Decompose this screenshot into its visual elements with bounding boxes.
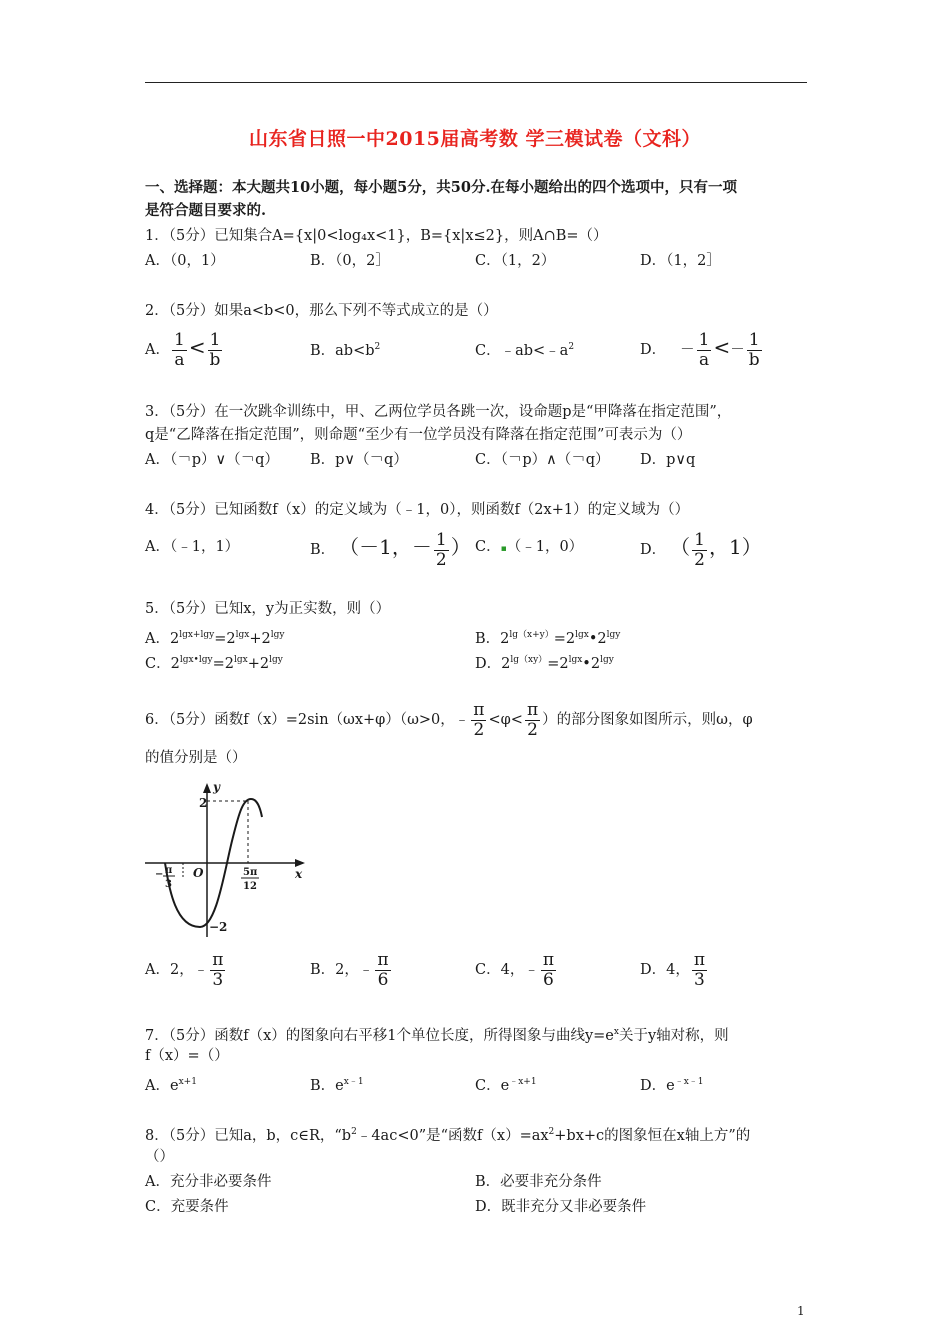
q2-option-a: A． $\frac{1}{a}$ < $\frac{1}{b}$: [145, 329, 221, 370]
fraction-1-over-a: $\frac{1}{a}$: [698, 329, 710, 370]
q3-stem-line2: q是“乙降落在指定范围”，则命题“至少有一位学员没有降落在指定范围”可表示为（）: [145, 427, 692, 443]
q6-option-d: D．4， $\frac{\pi}{3}$: [640, 949, 706, 990]
section-heading-line1: 一、选择题：本大题共10小题，每小题5分，共50分.在每小题给出的四个选项中，只有一项: [145, 179, 737, 196]
q6-option-b: B．2，﹣ $\frac{\pi}{6}$: [310, 949, 389, 990]
q2-option-d: D． － $\frac{1}{a}$ <－ $\frac{1}{b}$: [640, 329, 760, 370]
xneg-denominator: 3: [165, 879, 172, 890]
q2-option-b: B．$ab<b^2$: [310, 342, 381, 359]
q5-option-a: A．$2^{lgx+lgy}=2^{lgx}+2^{lgy}$: [145, 630, 285, 647]
q7-option-c: C．$e^{﹣x+1}$: [475, 1077, 537, 1094]
x-axis-label: x: [295, 867, 303, 881]
q7-stem-line2: f（x）=（）: [145, 1048, 229, 1064]
q6-stem-line2: 的值分别是（）: [145, 750, 247, 766]
fraction-pi-over-3: $\frac{\pi}{3}$: [212, 949, 224, 990]
top-rule: [145, 82, 807, 83]
q3-option-b: B．p∨（￢q）: [310, 452, 408, 468]
q5-stem: 5．（5分）已知x，y为正实数，则（）: [145, 601, 391, 617]
q4-option-a: A．（﹣1，1）: [145, 539, 240, 555]
q1-option-b: B．（0，2］: [310, 253, 390, 269]
section-heading-line2: 是符合题目要求的.: [145, 202, 267, 219]
q8-option-d: D．既非充分又非必要条件: [475, 1199, 647, 1215]
q1-option-d: D．（1，2］: [640, 253, 721, 269]
q4-option-d: D． （ $\frac{1}{2}$ ，1）: [640, 529, 762, 570]
q3-option-c: C．（￢p）∧（￢q）: [475, 452, 610, 468]
page-number: 1: [797, 1304, 805, 1318]
fraction-1-over-2: $\frac{1}{2}$: [435, 529, 447, 570]
q8-option-c: C．充要条件: [145, 1199, 229, 1215]
q7-stem-line1: 7．（5分）函数f（x）的图象向右平移1个单位长度，所得图象与曲线$y=e^x$关于y轴对称，则: [145, 1027, 729, 1044]
fraction-1-over-b: $\frac{1}{b}$: [209, 329, 221, 370]
q7-option-d: D．$e^{﹣x﹣1}$: [640, 1077, 704, 1094]
q5-option-b: B．$2^{lg(x+y)}=2^{lgx}•2^{lgy}$: [475, 630, 621, 647]
q8-stem-line2: （）: [145, 1149, 174, 1165]
fraction-1-over-2: $\frac{1}{2}$: [694, 529, 705, 570]
q6-stem-line1: 6．（5分）函数f（x）=2sin（ωx+φ）（ω>0，﹣ $\frac{\pi}{2}$ <φ< $\frac{\pi}{2}$ ）的部分图象如图所示，则ω，φ: [145, 699, 753, 740]
fraction-1-over-b: $\frac{1}{b}$: [748, 329, 760, 370]
origin-label: O: [193, 866, 204, 880]
fraction-1-over-a: $\frac{1}{a}$: [173, 329, 185, 370]
q8-stem-line1: 8．（5分）已知a，b，c∈R，“$b^2﹣4ac<0$”是“函数$f(x)=ax^2+bx+c$的图象恒在x轴上方”的: [145, 1127, 751, 1144]
xneg-sign: −: [155, 869, 164, 880]
fraction-pi-over-2: $\frac{\pi}{2}$: [473, 699, 485, 740]
y-axis-arrow: [203, 783, 211, 793]
fraction-pi-over-2: $\frac{\pi}{2}$: [526, 699, 539, 740]
ymin-label: −2: [209, 920, 228, 934]
q5-option-d: D．$2^{lg(xy)}=2^{lgx}•2^{lgy}$: [475, 655, 614, 672]
q6-option-c: C．4，﹣ $\frac{\pi}{6}$: [475, 949, 555, 990]
q6-option-a: A．2，﹣ $\frac{\pi}{3}$: [145, 949, 224, 990]
xneg-numerator: π: [165, 865, 173, 876]
page-title: 山东省日照一中2015届高考数 学三模试卷（文科）: [249, 128, 701, 150]
q1-option-a: A．（0，1）: [145, 253, 225, 269]
q2-stem: 2．（5分）如果a<b<0，那么下列不等式成立的是（）: [145, 303, 498, 319]
q1-stem: 1．（5分）已知集合A={x|0<log₄x<1}，B={x|x≤2}，则A∩B=（）: [145, 228, 608, 244]
fraction-pi-over-6: $\frac{\pi}{6}$: [377, 949, 389, 990]
fraction-pi-over-6: $\frac{\pi}{6}$: [542, 949, 555, 990]
x-axis-arrow: [295, 859, 305, 867]
q2-option-c: C．$﹣ab<﹣a^2$: [475, 342, 575, 359]
q4-stem: 4．（5分）已知函数f（x）的定义域为（﹣1，0），则函数f（2x+1）的定义域为（）: [145, 502, 690, 518]
q6-sine-graph: [145, 777, 310, 942]
q7-option-a: A．$e^{x+1}$: [145, 1077, 197, 1094]
y-axis-label: y: [213, 780, 220, 794]
q8-option-b: B．必要非充分条件: [475, 1174, 602, 1190]
q5-option-c: C．$2^{lgx•lgy}=2^{lgx}+2^{lgy}$: [145, 655, 283, 672]
ymax-label: 2: [199, 796, 208, 810]
fraction-pi-over-3: $\frac{\pi}{3}$: [693, 949, 706, 990]
q1-option-c: C．（1，2）: [475, 253, 556, 269]
q3-option-a: A．（￢p）∨（￢q）: [145, 452, 279, 468]
xpos-denominator: 12: [243, 881, 257, 892]
xpos-numerator: 5π: [243, 867, 258, 878]
q4-option-b: B． （－1，－ $\frac{1}{2}$ ）: [310, 529, 471, 570]
q8-option-a: A．充分非必要条件: [145, 1174, 272, 1190]
q3-stem-line1: 3．（5分）在一次跳伞训练中，甲、乙两位学员各跳一次，设命题p是“甲降落在指定范围”，: [145, 404, 732, 420]
q4-option-c: C．▪（﹣1，0）: [475, 539, 584, 555]
q3-option-d: D．p∨q: [640, 452, 696, 468]
q7-option-b: B．$e^{x﹣1}$: [310, 1077, 364, 1094]
